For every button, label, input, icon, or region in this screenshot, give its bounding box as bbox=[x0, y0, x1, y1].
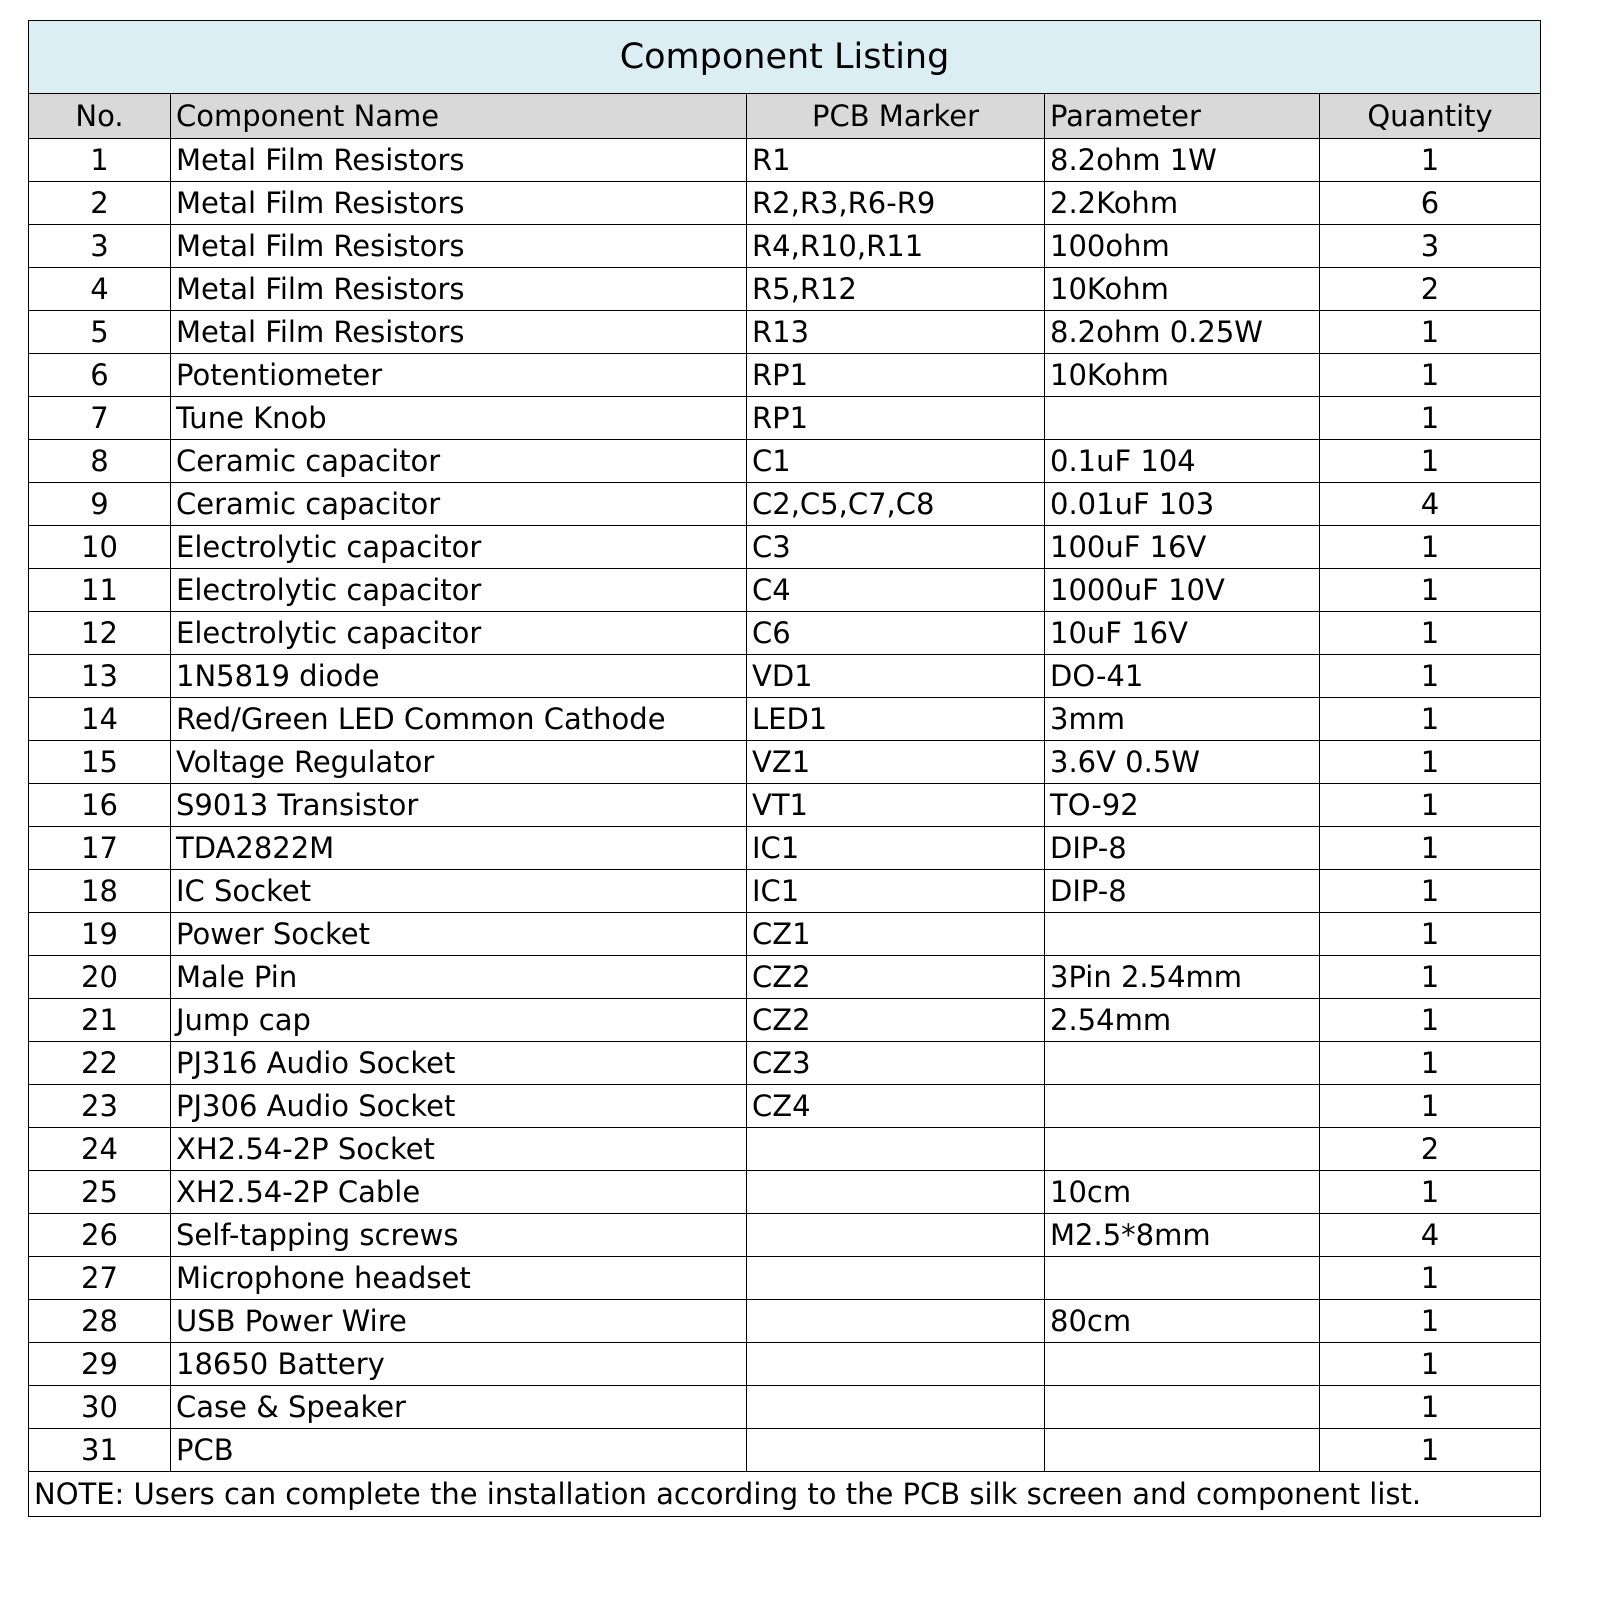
cell-no: 6 bbox=[29, 354, 171, 397]
table-title: Component Listing bbox=[29, 21, 1541, 94]
cell-no: 22 bbox=[29, 1042, 171, 1085]
cell-quantity: 4 bbox=[1320, 483, 1541, 526]
table-body bbox=[29, 139, 1541, 1472]
cell-quantity: 1 bbox=[1320, 1042, 1541, 1085]
cell-no: 24 bbox=[29, 1128, 171, 1171]
cell-no: 17 bbox=[29, 827, 171, 870]
table-row bbox=[29, 139, 1541, 182]
cell-no: 23 bbox=[29, 1085, 171, 1128]
table-row bbox=[29, 1214, 1541, 1257]
cell-no: 26 bbox=[29, 1214, 171, 1257]
cell-quantity: 2 bbox=[1320, 268, 1541, 311]
cell-pcb-marker bbox=[747, 1128, 1045, 1171]
cell-no: 21 bbox=[29, 999, 171, 1042]
cell-component-name: Electrolytic capacitor bbox=[171, 526, 747, 569]
cell-quantity: 1 bbox=[1320, 526, 1541, 569]
cell-parameter: 10Kohm bbox=[1045, 354, 1320, 397]
cell-no: 11 bbox=[29, 569, 171, 612]
cell-no: 4 bbox=[29, 268, 171, 311]
cell-component-name: Potentiometer bbox=[171, 354, 747, 397]
cell-component-name: XH2.54-2P Cable bbox=[171, 1171, 747, 1214]
table-row bbox=[29, 999, 1541, 1042]
cell-no: 20 bbox=[29, 956, 171, 999]
cell-pcb-marker: VD1 bbox=[747, 655, 1045, 698]
table-row bbox=[29, 1085, 1541, 1128]
cell-no: 14 bbox=[29, 698, 171, 741]
table-row bbox=[29, 1343, 1541, 1386]
cell-parameter: 3mm bbox=[1045, 698, 1320, 741]
cell-pcb-marker: C6 bbox=[747, 612, 1045, 655]
table-row bbox=[29, 483, 1541, 526]
cell-parameter bbox=[1045, 397, 1320, 440]
table-row bbox=[29, 827, 1541, 870]
cell-no: 2 bbox=[29, 182, 171, 225]
cell-no: 7 bbox=[29, 397, 171, 440]
cell-no: 16 bbox=[29, 784, 171, 827]
cell-component-name: Tune Knob bbox=[171, 397, 747, 440]
cell-pcb-marker bbox=[747, 1171, 1045, 1214]
cell-quantity: 1 bbox=[1320, 784, 1541, 827]
component-table bbox=[28, 20, 1541, 1517]
cell-component-name: 1N5819 diode bbox=[171, 655, 747, 698]
table-row bbox=[29, 1171, 1541, 1214]
cell-no: 12 bbox=[29, 612, 171, 655]
cell-no: 13 bbox=[29, 655, 171, 698]
cell-pcb-marker bbox=[747, 1257, 1045, 1300]
cell-no: 30 bbox=[29, 1386, 171, 1429]
cell-pcb-marker: R2,R3,R6-R9 bbox=[747, 182, 1045, 225]
cell-no: 3 bbox=[29, 225, 171, 268]
cell-no: 27 bbox=[29, 1257, 171, 1300]
cell-parameter: TO-92 bbox=[1045, 784, 1320, 827]
cell-component-name: 18650 Battery bbox=[171, 1343, 747, 1386]
table-row bbox=[29, 1042, 1541, 1085]
cell-quantity: 1 bbox=[1320, 311, 1541, 354]
cell-parameter bbox=[1045, 1343, 1320, 1386]
table-row bbox=[29, 612, 1541, 655]
cell-pcb-marker: C4 bbox=[747, 569, 1045, 612]
cell-pcb-marker bbox=[747, 1214, 1045, 1257]
cell-no: 8 bbox=[29, 440, 171, 483]
cell-component-name: PJ316 Audio Socket bbox=[171, 1042, 747, 1085]
cell-quantity: 1 bbox=[1320, 569, 1541, 612]
cell-component-name: Metal Film Resistors bbox=[171, 311, 747, 354]
cell-pcb-marker: CZ2 bbox=[747, 956, 1045, 999]
cell-parameter bbox=[1045, 1042, 1320, 1085]
cell-quantity: 1 bbox=[1320, 440, 1541, 483]
cell-component-name: XH2.54-2P Socket bbox=[171, 1128, 747, 1171]
cell-no: 1 bbox=[29, 139, 171, 182]
cell-pcb-marker: RP1 bbox=[747, 354, 1045, 397]
cell-quantity: 1 bbox=[1320, 1257, 1541, 1300]
cell-quantity: 1 bbox=[1320, 1386, 1541, 1429]
cell-component-name: PJ306 Audio Socket bbox=[171, 1085, 747, 1128]
table-row bbox=[29, 1429, 1541, 1472]
cell-pcb-marker bbox=[747, 1343, 1045, 1386]
cell-component-name: Red/Green LED Common Cathode bbox=[171, 698, 747, 741]
cell-pcb-marker: CZ1 bbox=[747, 913, 1045, 956]
table-row bbox=[29, 1257, 1541, 1300]
table-row bbox=[29, 870, 1541, 913]
cell-component-name: Metal Film Resistors bbox=[171, 268, 747, 311]
cell-quantity: 1 bbox=[1320, 741, 1541, 784]
cell-parameter: 2.54mm bbox=[1045, 999, 1320, 1042]
cell-pcb-marker: CZ2 bbox=[747, 999, 1045, 1042]
cell-no: 19 bbox=[29, 913, 171, 956]
table-row bbox=[29, 397, 1541, 440]
cell-quantity: 1 bbox=[1320, 956, 1541, 999]
cell-pcb-marker bbox=[747, 1386, 1045, 1429]
cell-pcb-marker: R4,R10,R11 bbox=[747, 225, 1045, 268]
table-row bbox=[29, 311, 1541, 354]
cell-component-name: Metal Film Resistors bbox=[171, 182, 747, 225]
cell-quantity: 6 bbox=[1320, 182, 1541, 225]
cell-component-name: Electrolytic capacitor bbox=[171, 612, 747, 655]
cell-parameter: 3Pin 2.54mm bbox=[1045, 956, 1320, 999]
cell-pcb-marker: C3 bbox=[747, 526, 1045, 569]
cell-pcb-marker: R1 bbox=[747, 139, 1045, 182]
cell-parameter: 0.1uF 104 bbox=[1045, 440, 1320, 483]
cell-component-name: Electrolytic capacitor bbox=[171, 569, 747, 612]
cell-parameter bbox=[1045, 913, 1320, 956]
cell-parameter: 10cm bbox=[1045, 1171, 1320, 1214]
cell-parameter: 8.2ohm 0.25W bbox=[1045, 311, 1320, 354]
cell-no: 18 bbox=[29, 870, 171, 913]
cell-parameter: DIP-8 bbox=[1045, 827, 1320, 870]
cell-component-name: Metal Film Resistors bbox=[171, 139, 747, 182]
cell-component-name: Self-tapping screws bbox=[171, 1214, 747, 1257]
cell-parameter: 100uF 16V bbox=[1045, 526, 1320, 569]
cell-component-name: Voltage Regulator bbox=[171, 741, 747, 784]
cell-component-name: TDA2822M bbox=[171, 827, 747, 870]
cell-component-name: Power Socket bbox=[171, 913, 747, 956]
table-row bbox=[29, 698, 1541, 741]
table-row bbox=[29, 956, 1541, 999]
cell-component-name: Case & Speaker bbox=[171, 1386, 747, 1429]
cell-quantity: 1 bbox=[1320, 1171, 1541, 1214]
cell-quantity: 1 bbox=[1320, 999, 1541, 1042]
table-row bbox=[29, 1300, 1541, 1343]
cell-quantity: 4 bbox=[1320, 1214, 1541, 1257]
cell-component-name: Metal Film Resistors bbox=[171, 225, 747, 268]
component-listing-sheet bbox=[28, 20, 1540, 1517]
cell-parameter: 100ohm bbox=[1045, 225, 1320, 268]
cell-quantity: 1 bbox=[1320, 1085, 1541, 1128]
cell-parameter: 1000uF 10V bbox=[1045, 569, 1320, 612]
header-quantity: Quantity bbox=[1320, 94, 1541, 139]
cell-quantity: 1 bbox=[1320, 1300, 1541, 1343]
cell-no: 5 bbox=[29, 311, 171, 354]
table-row bbox=[29, 440, 1541, 483]
cell-component-name: S9013 Transistor bbox=[171, 784, 747, 827]
cell-quantity: 3 bbox=[1320, 225, 1541, 268]
cell-parameter: 8.2ohm 1W bbox=[1045, 139, 1320, 182]
cell-no: 25 bbox=[29, 1171, 171, 1214]
cell-parameter: M2.5*8mm bbox=[1045, 1214, 1320, 1257]
cell-no: 29 bbox=[29, 1343, 171, 1386]
cell-parameter bbox=[1045, 1085, 1320, 1128]
cell-component-name: Male Pin bbox=[171, 956, 747, 999]
table-row bbox=[29, 569, 1541, 612]
cell-component-name: USB Power Wire bbox=[171, 1300, 747, 1343]
header-pcb-marker: PCB Marker bbox=[747, 94, 1045, 139]
cell-pcb-marker: RP1 bbox=[747, 397, 1045, 440]
cell-pcb-marker: C1 bbox=[747, 440, 1045, 483]
table-row bbox=[29, 655, 1541, 698]
cell-quantity: 1 bbox=[1320, 1343, 1541, 1386]
note-text: NOTE: Users can complete the installation according to the PCB silk screen and component list. bbox=[29, 1472, 1541, 1517]
cell-quantity: 1 bbox=[1320, 1429, 1541, 1472]
header-no: No. bbox=[29, 94, 171, 139]
note-row bbox=[29, 1472, 1541, 1517]
table-row bbox=[29, 268, 1541, 311]
cell-quantity: 1 bbox=[1320, 827, 1541, 870]
cell-parameter bbox=[1045, 1386, 1320, 1429]
cell-no: 28 bbox=[29, 1300, 171, 1343]
cell-component-name: Ceramic capacitor bbox=[171, 440, 747, 483]
cell-quantity: 1 bbox=[1320, 913, 1541, 956]
cell-pcb-marker: CZ4 bbox=[747, 1085, 1045, 1128]
cell-quantity: 1 bbox=[1320, 698, 1541, 741]
cell-parameter: 80cm bbox=[1045, 1300, 1320, 1343]
cell-quantity: 1 bbox=[1320, 612, 1541, 655]
cell-component-name: Jump cap bbox=[171, 999, 747, 1042]
cell-parameter bbox=[1045, 1257, 1320, 1300]
cell-quantity: 2 bbox=[1320, 1128, 1541, 1171]
cell-component-name: Ceramic capacitor bbox=[171, 483, 747, 526]
header-row bbox=[29, 94, 1541, 139]
cell-pcb-marker: VT1 bbox=[747, 784, 1045, 827]
cell-pcb-marker: IC1 bbox=[747, 827, 1045, 870]
cell-no: 15 bbox=[29, 741, 171, 784]
cell-parameter: DIP-8 bbox=[1045, 870, 1320, 913]
cell-no: 9 bbox=[29, 483, 171, 526]
cell-parameter: 10uF 16V bbox=[1045, 612, 1320, 655]
cell-component-name: Microphone headset bbox=[171, 1257, 747, 1300]
header-parameter: Parameter bbox=[1045, 94, 1320, 139]
cell-parameter bbox=[1045, 1128, 1320, 1171]
cell-quantity: 1 bbox=[1320, 870, 1541, 913]
cell-component-name: IC Socket bbox=[171, 870, 747, 913]
cell-pcb-marker bbox=[747, 1429, 1045, 1472]
table-row bbox=[29, 1386, 1541, 1429]
cell-pcb-marker bbox=[747, 1300, 1045, 1343]
cell-parameter bbox=[1045, 1429, 1320, 1472]
cell-pcb-marker: R5,R12 bbox=[747, 268, 1045, 311]
cell-quantity: 1 bbox=[1320, 354, 1541, 397]
cell-pcb-marker: C2,C5,C7,C8 bbox=[747, 483, 1045, 526]
cell-quantity: 1 bbox=[1320, 139, 1541, 182]
table-row bbox=[29, 526, 1541, 569]
table-row bbox=[29, 913, 1541, 956]
table-row bbox=[29, 182, 1541, 225]
cell-parameter: 3.6V 0.5W bbox=[1045, 741, 1320, 784]
cell-pcb-marker: IC1 bbox=[747, 870, 1045, 913]
table-row bbox=[29, 225, 1541, 268]
cell-quantity: 1 bbox=[1320, 397, 1541, 440]
cell-no: 31 bbox=[29, 1429, 171, 1472]
cell-component-name: PCB bbox=[171, 1429, 747, 1472]
header-component-name: Component Name bbox=[171, 94, 747, 139]
cell-parameter: 10Kohm bbox=[1045, 268, 1320, 311]
table-row bbox=[29, 784, 1541, 827]
cell-pcb-marker: VZ1 bbox=[747, 741, 1045, 784]
cell-parameter: 2.2Kohm bbox=[1045, 182, 1320, 225]
table-row bbox=[29, 741, 1541, 784]
cell-pcb-marker: R13 bbox=[747, 311, 1045, 354]
cell-quantity: 1 bbox=[1320, 655, 1541, 698]
cell-parameter: DO-41 bbox=[1045, 655, 1320, 698]
table-row bbox=[29, 354, 1541, 397]
cell-pcb-marker: CZ3 bbox=[747, 1042, 1045, 1085]
cell-no: 10 bbox=[29, 526, 171, 569]
cell-pcb-marker: LED1 bbox=[747, 698, 1045, 741]
table-row bbox=[29, 1128, 1541, 1171]
cell-parameter: 0.01uF 103 bbox=[1045, 483, 1320, 526]
